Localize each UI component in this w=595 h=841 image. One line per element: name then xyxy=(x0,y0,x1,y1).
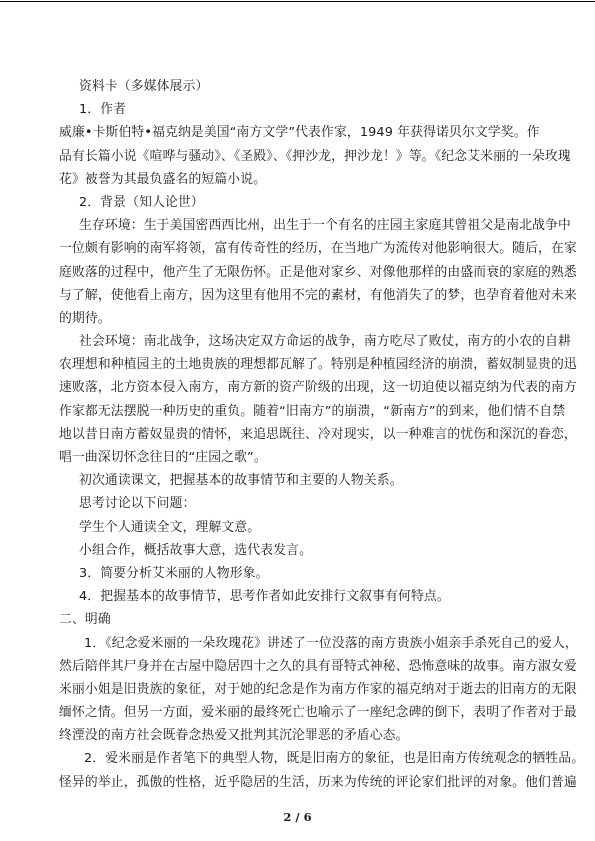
text-line: 终湮没的南方社会既眷念热爱又批判其沉沦罪恶的矛盾心态。 xyxy=(59,728,409,744)
text-line: 怪异的举止，孤傲的性格，近乎隐居的生活，历来为传统的评论家们批评的对象。他们普遍 xyxy=(59,774,577,790)
text-line: 品有长篇小说《喧哗与骚动》、《圣殿》、《押沙龙，押沙龙！》等。《纪念艾米丽的一朵玫瑰 xyxy=(59,148,571,164)
text-line: 3．简要分析艾米丽的人物形象。 xyxy=(79,565,269,581)
text-line: 的期待。 xyxy=(59,310,111,326)
page-top-rule xyxy=(0,1,595,2)
text-line: 社会环境：南北战争，这场决定双方命运的战争，南方吃尽了败仗，南方的小农的自耕 xyxy=(79,334,571,350)
text-line: 小组合作，概括故事大意，选代表发言。 xyxy=(79,542,313,558)
text-line: 速败落，北方资本侵入南方，南方新的资产阶级的出现，这一切迫使以福克纳为代表的南方 xyxy=(59,380,577,396)
text-line: 唱一曲深切怀念往日的“庄园之歌”。 xyxy=(59,450,267,465)
text-line: 与了解，使他看上南方，因为这里有他用不完的素材，有他消失了的梦，也孕育着他对未来 xyxy=(59,287,577,303)
text-line: 2．背景（知人论世） xyxy=(79,194,204,210)
text-line: 地以昔日南方蓄奴显贵的情怀，来追思既往、冷对现实，以一种难言的忧伤和深沉的眷恋， xyxy=(59,426,577,442)
text-line: 花》被誉为其最负盛名的短篇小说。 xyxy=(59,171,267,187)
text-line: 庭败落的过程中，他产生了无限伤怀。正是他对家乡、对像他那样的由盛而衰的家庭的熟悉 xyxy=(59,264,577,280)
text-line: 生存环境：生于美国密西西比州，出生于一个有名的庄园主家庭其曾祖父是南北战争中 xyxy=(79,218,571,234)
text-line: 缅怀之情。但另一方面，爱米丽的最终死亡也喻示了一座纪念碑的倒下，表明了作者对于最 xyxy=(59,705,577,721)
text-line: 作家都无法摆脱一种历史的重负。随着“旧南方”的崩溃，“新南方”的到来，他们情不自禁 xyxy=(59,403,566,419)
text-line: 1．《纪念爱米丽的一朵玫瑰花》讲述了一位没落的南方贵族小姐亲手杀死自己的爱人， xyxy=(84,635,578,651)
text-line: 资料卡（多媒体展示） xyxy=(79,79,209,94)
text-line: 一位颇有影响的南军将领，富有传奇性的经历，在当地广为流传对他影响很大。随后，在家 xyxy=(59,241,577,257)
section-heading: 二、明确 xyxy=(59,612,111,628)
text-line: 威廉•卡斯伯特•福克纳是美国“南方文学”代表作家，1949 年获得诺贝尔文学奖。作 xyxy=(59,125,540,141)
text-line: 然后陪伴其尸身并在古屋中隐居四十之久的具有哥特式神秘、恐怖意味的故事。南方淑女爱 xyxy=(59,658,577,674)
text-line: 2．爱米丽是作者笔下的典型人物，既是旧南方的象征，也是旧南方传统观念的牺牲品。 xyxy=(84,751,585,767)
text-line: 4．把握基本的故事情节，思考作者如此安排行文叙事有何特点。 xyxy=(79,589,450,605)
text-line: 学生个人通读全文，理解文意。 xyxy=(79,519,261,535)
text-line: 初次通读课文，把握基本的故事情节和主要的人物关系。 xyxy=(79,473,403,489)
text-line: 思考讨论以下问题： xyxy=(79,496,196,512)
text-line: 1．作者 xyxy=(79,102,127,118)
text-line: 农理想和种植园主的土地贵族的理想都瓦解了。特别是种植园经济的崩溃，蓄奴制显贵的迅 xyxy=(59,357,577,373)
text-line: 米丽小姐是旧贵族的象征，对于她的纪念是作为南方作家的福克纳对于逝去的旧南方的无限 xyxy=(59,681,577,697)
document-body xyxy=(59,75,585,794)
page-number: 2 / 6 xyxy=(283,810,312,824)
